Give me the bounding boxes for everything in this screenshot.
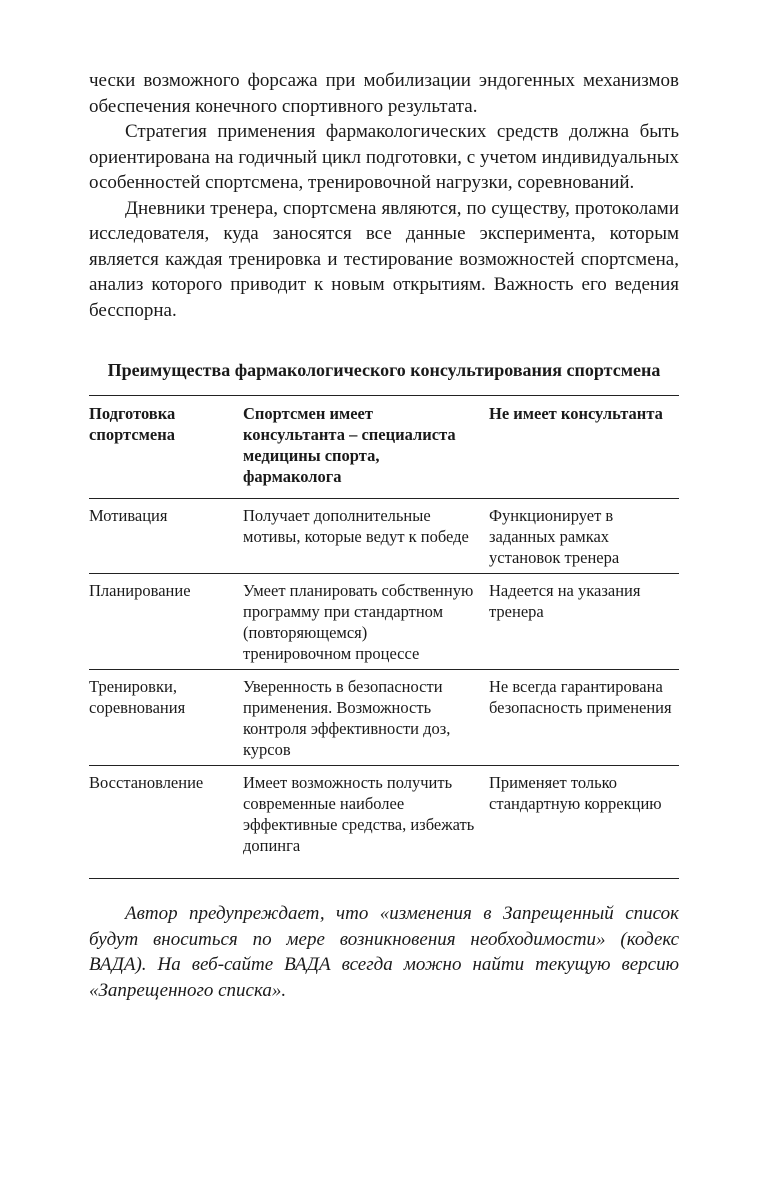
advantages-table bbox=[89, 395, 679, 879]
cell-without-consultant: Не всегда гарантирована безопасность применения bbox=[489, 670, 679, 766]
header-with-consultant: Спортсмен имеет консультанта – специалиста медицины спорта, фармаколога bbox=[243, 396, 489, 499]
cell-with-consultant: Имеет возможность получить современные наиболее эффективные средства, избежать допинга bbox=[243, 766, 489, 879]
cell-without-consultant: Функционирует в заданных рамках установок тренера bbox=[489, 499, 679, 574]
cell-with-consultant: Получает дополнительные мотивы, которые ведут к победе bbox=[243, 499, 489, 574]
cell-stage: Тренировки, соревнования bbox=[89, 670, 243, 766]
cell-stage: Планирование bbox=[89, 574, 243, 670]
cell-stage: Мотивация bbox=[89, 499, 243, 574]
cell-with-consultant: Умеет планировать собственную программу при стандартном (повторяющемся) тренировочном процессе bbox=[243, 574, 489, 670]
page-content bbox=[89, 68, 679, 1003]
paragraph-continuation: чески возможного форсажа при мобилизации эндогенных механизмов обеспечения конечного спортивного результата. bbox=[89, 70, 679, 117]
author-note: Автор предупреждает, что «изменения в Запрещенный список будут вноситься по мере возникновения необходимости» (кодекс ВАДА). На веб-сайте ВАДА всегда можно найти текущую версию «Запрещенного списка». bbox=[89, 903, 679, 1001]
cell-without-consultant: Применяет только стандартную коррекцию bbox=[489, 766, 679, 879]
paragraph-diaries: Дневники тренера, спортсмена являются, по существу, протоколами исследователя, куда заносятся все данные эксперимента, которым является каждая тренировка и тестирование возможностей спортсмена, анализ которого приводит к новым открытиям. Важность его ведения бесспорна. bbox=[89, 197, 679, 321]
cell-stage: Восстановление bbox=[89, 766, 243, 879]
header-without-consultant: Не имеет консультанта bbox=[489, 396, 679, 499]
table-row bbox=[89, 499, 679, 574]
cell-without-consultant: Надеется на указания тренера bbox=[489, 574, 679, 670]
table-header-row bbox=[89, 396, 679, 499]
table-title: Преимущества фармакологического консультирования спортсмена bbox=[107, 360, 661, 380]
cell-with-consultant: Уверенность в безопасности применения. Возможность контроля эффективности доз, курсов bbox=[243, 670, 489, 766]
table-row bbox=[89, 670, 679, 766]
table-row bbox=[89, 574, 679, 670]
header-stage: Подготовка спортсмена bbox=[89, 396, 243, 499]
paragraph-strategy: Стратегия применения фармакологических средств должна быть ориентирована на годичный цикл подготовки, с учетом индивидуальных особенностей спортсмена, тренировочной нагрузки, соревнований. bbox=[89, 121, 679, 193]
table-row bbox=[89, 766, 679, 879]
